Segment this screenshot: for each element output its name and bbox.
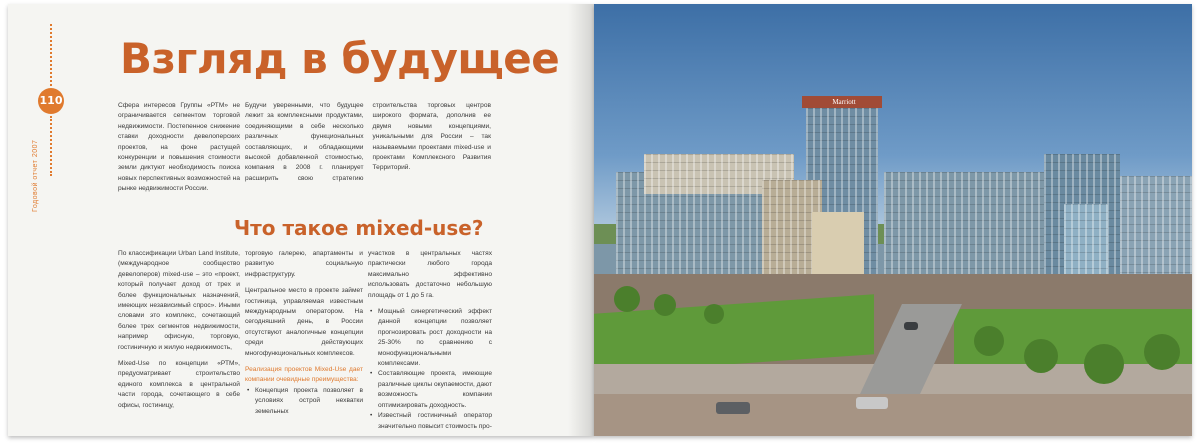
intro-paragraph-1: Сфера интересов Группы «РТМ» не ограничивается сегментом торговой недвижимости. Постепенное снижение ставки доходности девелоперских проектов, на фоне растущей конкуренции и повышения стоимости земли диктуют необходимость поиска новых перспективных возможностей на рынке недвижимости России. <box>118 102 240 193</box>
mixed-column-1 <box>118 249 240 417</box>
mixed-col2-paragraph-1: торговую галерею, апартаменты и развитую социальную инфраструктуру. <box>245 250 363 278</box>
tree <box>1084 344 1124 384</box>
intro-column-1 <box>118 101 240 201</box>
section-subtitle: Что такое mixed-use? <box>234 216 484 240</box>
mixed-col3-bullets <box>368 307 492 432</box>
mixed-col2-bullets <box>245 386 363 417</box>
car <box>856 397 888 409</box>
dotted-line-bottom <box>50 116 52 176</box>
mixed-col3-bullet: • Мощный синергетический эффект данной концепции позволяет прогнозировать рост доходности на 25-30% по сравнению с монофункциональными комплексами. <box>374 307 492 369</box>
hotel-sign: Marriott <box>832 98 856 106</box>
intro-column-2 <box>245 101 491 184</box>
right-page-photo <box>594 4 1192 436</box>
tree <box>614 286 640 312</box>
intro-paragraph-2: Будучи уверенными, что будущее лежит за комплексными продуктами, соединяющими в себе несколько различных функциональных составляющих, и обладающими высокой добавленной стоимостью, компания в 2008 г. планирует расширить свою стратегию строительства торговых центров широкого формата, дополнив ее двумя новыми концепциями, уникальными для России – так называемыми проектами mixed-use и проектами Комплексного Развития Территорий. <box>245 102 491 182</box>
mixed-col2-paragraph-2: Центральное место в проекте займет гостиница, управляемая известным международным оператором. На сегодняшний день, в России отсутствуют аналогичные концепции среди действующих многофункциональных комплексов. <box>245 287 363 357</box>
car <box>716 402 750 414</box>
mixed-col1-paragraph-2: Mixed-Use по концепции «РТМ», предусматривает строительство единого комплекса в центральной части города, сочетающего в себе офисы, гостиницу, <box>118 360 240 409</box>
mixed-col3-bullet: • Известный гостиничный оператор значительно повысит стоимость про- <box>374 411 492 432</box>
dotted-line-top <box>50 24 52 86</box>
mixed-col2-bullet: • Концепция проекта позволяет в условиях острой нехватки земельных <box>251 386 363 417</box>
building-far-right <box>1120 176 1192 286</box>
tree <box>974 326 1004 356</box>
mixed-column-2 <box>245 249 363 417</box>
tree <box>1144 334 1180 370</box>
page-title: Взгляд в будущее <box>120 34 560 83</box>
page-gutter-shadow <box>568 4 594 436</box>
tree <box>704 304 724 324</box>
mixed-col2-highlight: Реализация проектов Mixed-Use дает компании очевидные преимущества: <box>245 366 363 384</box>
side-label: Годовой отчет 2007 <box>32 139 39 212</box>
mixed-column-3 <box>368 249 492 432</box>
mixed-col1-paragraph-1: По классификации Urban Land Institute, (международное сообщество девелоперов) mixed-use – это «проект, который получает доход от трех и более функциональных назначений, имеющих независимый спрос». Иными словами это комплекс, сочетающий более трех сегментов недвижимости, например офисную, торговую, гостиничную и жилую недвижимость, <box>118 250 240 351</box>
mixed-col3-paragraph-1: участков в центральных частях практически любого города максимально эффективно использовать достаточно небольшую площадь от 1 до 5 га. <box>368 250 492 299</box>
tree <box>1024 339 1058 373</box>
left-page <box>8 4 594 436</box>
tree <box>654 294 676 316</box>
car <box>904 322 918 330</box>
plaza-paving <box>594 394 1192 436</box>
page-number-badge: 110 <box>38 88 64 114</box>
mixed-col3-bullet: • Составляющие проекта, имеющие различные циклы окупаемости, дают возможность компании оптимизировать доходность. <box>374 369 492 411</box>
